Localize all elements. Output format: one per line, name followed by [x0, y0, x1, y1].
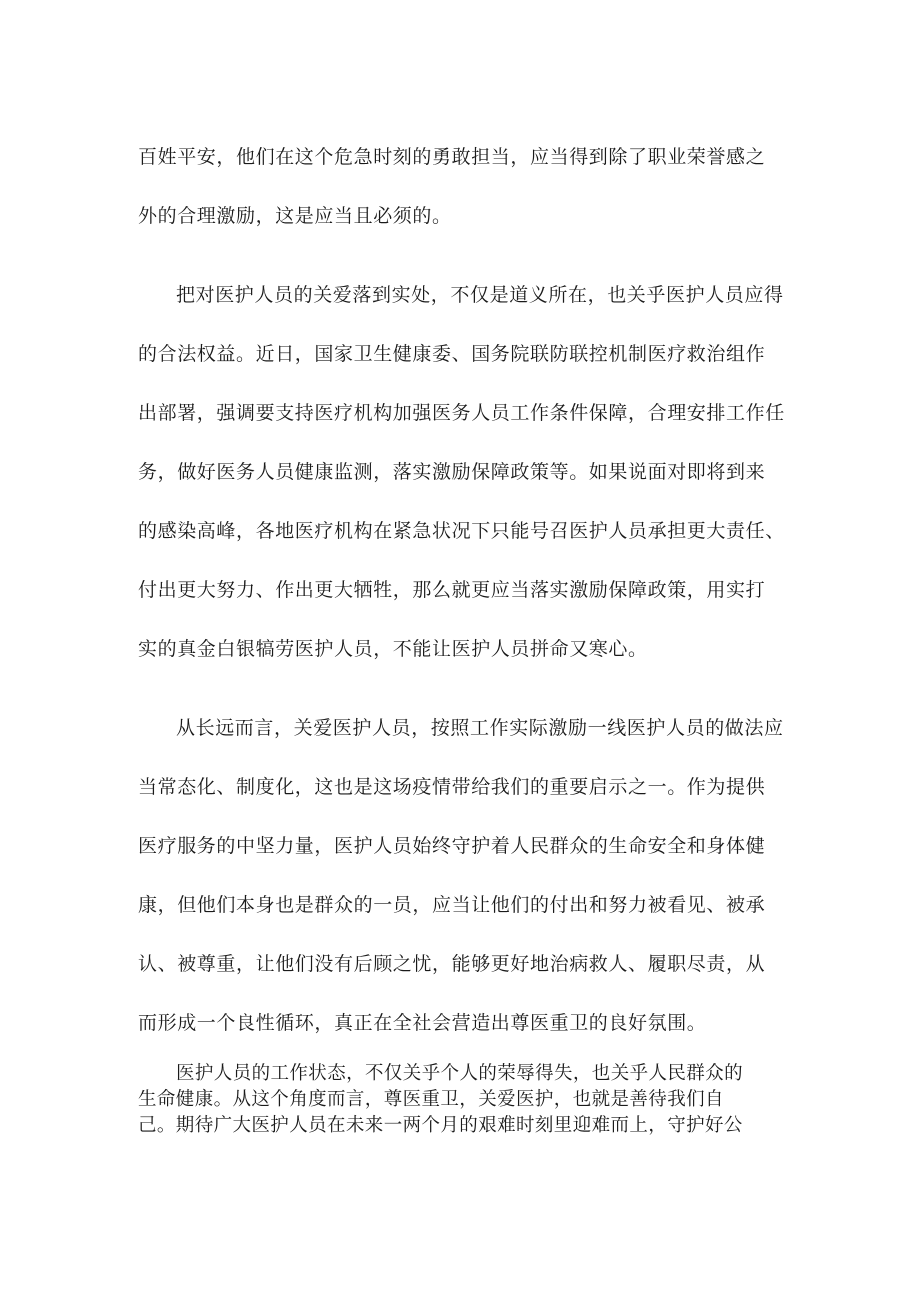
- paragraph-3-line-4: 康，但他们本身也是群众的一员，应当让他们的付出和努力被看见、被承: [138, 894, 766, 916]
- paragraph-4-line-2: 生命健康。从这个角度而言，尊医重卫，关爱医护，也就是善待我们自: [138, 1089, 724, 1110]
- paragraph-1-line-2: 外的合理激励，这是应当且必须的。: [138, 205, 452, 227]
- paragraph-3-line-3: 医疗服务的中坚力量，医护人员始终守护着人民群众的生命安全和身体健: [138, 835, 766, 857]
- paragraph-3-line-2: 当常态化、制度化，这也是这场疫情带给我们的重要启示之一。作为提供: [138, 776, 766, 798]
- paragraph-3-line-6: 而形成一个良性循环，真正在全社会营造出尊医重卫的良好氛围。: [138, 1012, 707, 1034]
- paragraph-2-line-2: 的合法权益。近日，国家卫生健康委、国务院联防联控机制医疗救治组作: [138, 343, 766, 365]
- paragraph-2-line-5: 的感染高峰，各地医疗机构在紧急状况下只能号召医护人员承担更大责任、: [138, 520, 785, 542]
- paragraph-2-line-4: 务，做好医务人员健康监测，落实激励保障政策等。如果说面对即将到来: [138, 461, 766, 483]
- paragraph-3-line-1: 从长远而言，关爱医护人员，按照工作实际激励一线医护人员的做法应: [176, 717, 784, 739]
- paragraph-4-line-1: 医护人员的工作状态，不仅关乎个人的荣辱得失，也关乎人民群众的: [176, 1063, 744, 1084]
- paragraph-3-line-5: 认、被尊重，让他们没有后顾之忧，能够更好地治病救人、履职尽责，从: [138, 953, 766, 975]
- paragraph-2-line-6: 付出更大努力、作出更大牺牲，那么就更应当落实激励保障政策，用实打: [138, 579, 766, 601]
- paragraph-2-line-7: 实的真金白银犒劳医护人员，不能让医护人员拼命又寒心。: [138, 638, 648, 660]
- paragraph-1-line-1: 百姓平安，他们在这个危急时刻的勇敢担当，应当得到除了职业荣誉感之: [138, 146, 766, 168]
- paragraph-2-line-1: 把对医护人员的关爱落到实处，不仅是道义所在，也关乎医护人员应得: [176, 284, 784, 306]
- paragraph-4-line-3: 己。期待广大医护人员在未来一两个月的艰难时刻里迎难而上，守护好公: [138, 1115, 743, 1136]
- paragraph-2-line-3: 出部署，强调要支持医疗机构加强医务人员工作条件保障，合理安排工作任: [138, 402, 785, 424]
